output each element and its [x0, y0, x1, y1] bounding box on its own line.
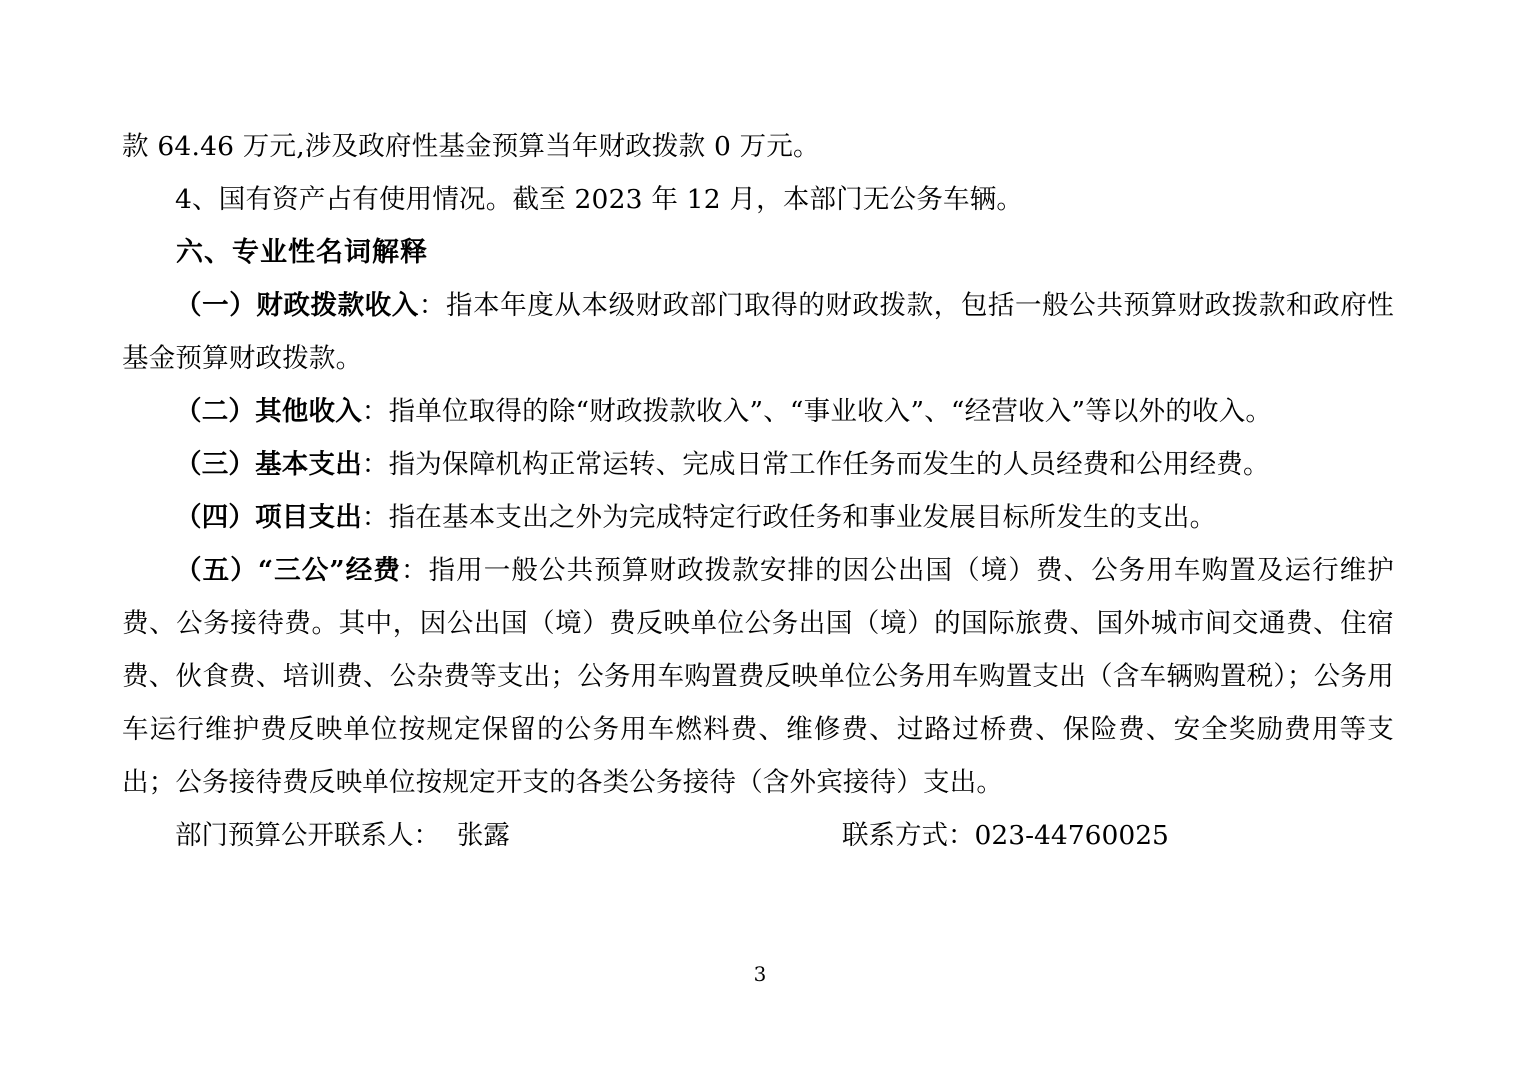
contact-person-label: 部门预算公开联系人： — [175, 820, 440, 851]
definition-text-3: ：指为保障机构正常运转、完成日常工作任务而发生的人员经费和公用经费。 — [361, 449, 1270, 480]
definition-text-4: ：指在基本支出之外为完成特定行政任务和事业发展目标所发生的支出。 — [361, 502, 1217, 533]
definition-text-2: ：指单位取得的除“财政拨款收入”、“事业收入”、“经营收入”等以外的收入。 — [361, 396, 1273, 427]
definition-label-1: （一）财政拨款收入 — [175, 290, 419, 321]
definition-label-3: （三）基本支出 — [175, 449, 362, 480]
paragraph-continuation: 款 64.46 万元,涉及政府性基金预算当年财政拨款 0 万元。 — [122, 131, 820, 162]
document-body — [122, 120, 1394, 862]
definition-item-5 — [122, 544, 1394, 809]
definition-label-2: （二）其他收入 — [175, 396, 362, 427]
page-number: 3 — [753, 962, 767, 986]
section-heading-terminology: 六、专业性名词解释 — [176, 237, 428, 268]
contact-line — [122, 809, 1394, 862]
contact-phone-label: 联系方式： — [842, 820, 975, 851]
definition-item-1 — [122, 279, 1394, 385]
definition-item-4 — [122, 491, 1394, 544]
definition-label-5: （五）“三公”经费 — [175, 555, 401, 586]
contact-phone-group — [842, 809, 1169, 862]
definition-text-5: ：指用一般公共预算财政拨款安排的因公出国（境）费、公务用车购置及运行维护费、公务接待费。其中，因公出国（境）费反映单位公务出国（境）的国际旅费、国外城市间交通费、住宿费、伙食费、培训费、公杂费等支出；公务用车购置费反映单位公务用车购置支出（含车辆购置税）；公务用车运行维护费反映单位按规定保留的公务用车燃料费、维修费、过路过桥费、保险费、安全奖励费用等支出；公务接待费反映单位按规定开支的各类公务接待（含外宾接待）支出。 — [122, 555, 1394, 798]
definition-text-1: ：指本年度从本级财政部门取得的财政拨款，包括一般公共预算财政拨款和政府性基金预算财政拨款。 — [122, 290, 1394, 374]
contact-phone-value: 023-44760025 — [974, 820, 1169, 851]
paragraph-state-assets: 4、国有资产占有使用情况。截至 2023 年 12 月，本部门无公务车辆。 — [175, 184, 1024, 215]
definition-item-3 — [122, 438, 1394, 491]
contact-person-name: 张露 — [456, 820, 510, 851]
definition-label-4: （四）项目支出 — [175, 502, 362, 533]
definition-item-2 — [122, 385, 1394, 438]
